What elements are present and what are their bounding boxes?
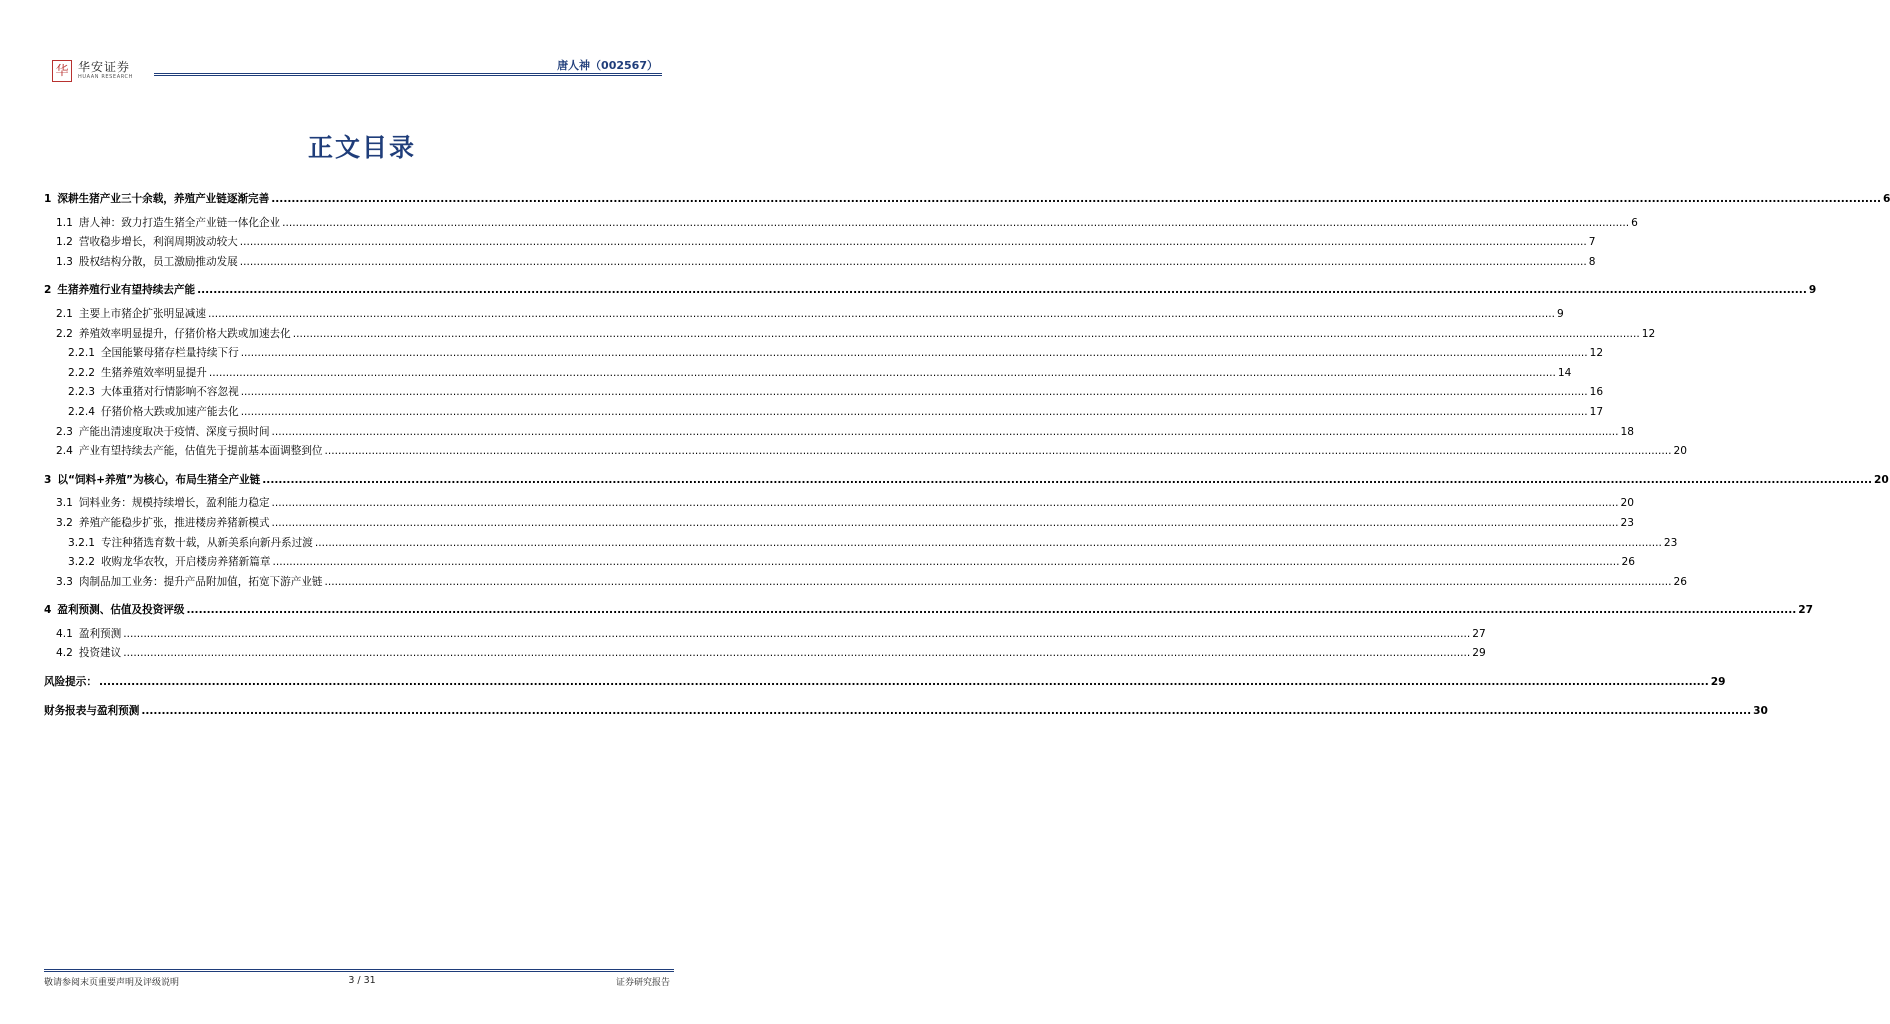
toc-dot-leader: ................................................................................................................................................................................................................................................................................................................................................................................................................	[324, 445, 1672, 458]
toc-entry-number: 3	[44, 473, 52, 486]
toc-entry-number: 1.2	[56, 236, 73, 249]
toc-entry-title: 盈利预测、估值及投资评级	[57, 604, 185, 617]
toc-entry-page: 26	[1673, 575, 1687, 588]
toc-entry[interactable]	[44, 495, 1635, 515]
toc-entry-page: 6	[1631, 216, 1638, 229]
toc-entry-number: 2.3	[56, 425, 73, 438]
toc-entry-page: 26	[1621, 556, 1635, 569]
toc-entry[interactable]	[44, 234, 1596, 254]
toc-entry-number: 2.1	[56, 307, 73, 320]
toc-entry-title: 唐人神：致力打造生猪全产业链一体化企业	[78, 216, 281, 229]
toc-entry-number: 4.1	[56, 627, 73, 640]
toc-dot-leader: ................................................................................................................................................................................................................................................................................................................................................................................................................	[272, 556, 1620, 569]
toc-entry[interactable]	[44, 404, 1604, 424]
toc-entry-page: 16	[1589, 386, 1604, 399]
toc-entry-page: 20	[1673, 445, 1687, 458]
toc-entry-page: 17	[1589, 405, 1604, 418]
toc-entry-page: 9	[1808, 284, 1817, 297]
toc-entry-page: 30	[1753, 704, 1768, 717]
toc-entry-title: 大体重猪对行情影响不容忽视	[100, 386, 239, 399]
header-divider-secondary	[154, 75, 662, 76]
toc-dot-leader: ................................................................................................................................................................................................................................................................................................................................................................................................................	[324, 575, 1672, 588]
footer-divider-secondary	[44, 971, 674, 972]
toc-entry-title: 产业有望持续去产能，估值先于提前基本面调整到位	[78, 445, 323, 458]
toc-entry-page: 29	[1710, 676, 1726, 689]
toc-entry-page: 20	[1874, 473, 1889, 486]
toc-dot-leader: ................................................................................................................................................................................................................................................................................................................................................................................................................	[271, 516, 1619, 529]
toc-dot-leader: ................................................................................................................................................................................................................................................................................................................................................................................................................	[207, 307, 1555, 320]
toc-entry-title: 专注种猪选育数十载，从新美系向新丹系过渡	[100, 536, 313, 549]
toc-dot-leader: ................................................................................................................................................................................................................................................................................................................................................................................................................	[271, 193, 1882, 205]
toc-entry-number: 2.2.2	[68, 366, 95, 379]
toc-entry[interactable]	[44, 574, 1687, 594]
toc-dot-leader: ................................................................................................................................................................................................................................................................................................................................................................................................................	[314, 536, 1662, 549]
table-of-contents	[44, 191, 1890, 722]
toc-entry-title: 财务报表与盈利预测	[44, 704, 140, 717]
toc-entry-title: 投资建议	[78, 647, 122, 660]
toc-entry-title: 养殖效率明显提升，仔猪价格大跌或加速去化	[78, 327, 291, 340]
toc-entry[interactable]	[44, 443, 1687, 463]
toc-entry[interactable]	[44, 703, 1768, 723]
toc-entry-title: 仔猪价格大跌或加速产能去化	[100, 405, 239, 418]
toc-entry[interactable]	[44, 535, 1678, 555]
toc-entry[interactable]	[44, 515, 1635, 535]
toc-entry-number: 1.1	[56, 216, 73, 229]
toc-entry-title: 生猪养殖效率明显提升	[100, 366, 207, 379]
toc-entry-page: 29	[1472, 647, 1486, 660]
toc-dot-leader: ................................................................................................................................................................................................................................................................................................................................................................................................................	[141, 704, 1752, 717]
toc-dot-leader: ................................................................................................................................................................................................................................................................................................................................................................................................................	[262, 473, 1873, 486]
toc-entry[interactable]	[44, 306, 1564, 326]
toc-entry[interactable]	[44, 602, 1814, 622]
toc-entry-page: 8	[1588, 255, 1596, 268]
toc-entry-page: 12	[1641, 327, 1656, 340]
toc-entry-number: 3.1	[56, 497, 73, 510]
toc-entry-number: 3.2.2	[68, 556, 95, 569]
toc-entry-number: 2	[44, 284, 52, 297]
toc-dot-leader: ................................................................................................................................................................................................................................................................................................................................................................................................................	[240, 386, 1588, 399]
toc-entry[interactable]	[44, 326, 1656, 346]
toc-entry-page: 14	[1557, 366, 1572, 379]
toc-entry-number: 1	[44, 193, 52, 205]
toc-entry-title: 收购龙华农牧，开启楼房养猪新篇章	[100, 556, 271, 569]
toc-entry-page: 23	[1663, 536, 1678, 549]
page-title: 正文目录	[307, 133, 416, 162]
toc-dot-leader: ................................................................................................................................................................................................................................................................................................................................................................................................................	[240, 347, 1588, 360]
toc-entry-title: 肉制品加工业务：提升产品附加值，拓宽下游产业链	[78, 575, 323, 588]
toc-dot-leader: ................................................................................................................................................................................................................................................................................................................................................................................................................	[282, 216, 1630, 229]
toc-entry-title: 股权结构分散，员工激励推动发展	[78, 255, 238, 268]
toc-dot-leader: ................................................................................................................................................................................................................................................................................................................................................................................................................	[123, 627, 1471, 640]
logo-seal-icon: 华	[52, 60, 72, 82]
toc-entry-title: 以“饲料+养殖”为核心，布局生猪全产业链	[57, 473, 261, 486]
toc-entry-title: 深耕生猪产业三十余载，养殖产业链逐渐完善	[57, 193, 270, 205]
toc-entry-number: 3.3	[56, 575, 73, 588]
footer-divider	[44, 969, 674, 970]
toc-entry[interactable]	[44, 472, 1889, 492]
toc-entry[interactable]	[44, 424, 1635, 444]
toc-entry-page: 23	[1620, 516, 1635, 529]
toc-dot-leader: ................................................................................................................................................................................................................................................................................................................................................................................................................	[239, 236, 1587, 249]
toc-entry-title: 盈利预测	[78, 627, 122, 640]
toc-entry-number: 3.2.1	[68, 536, 95, 549]
brand-logo	[52, 60, 133, 82]
toc-dot-leader: ................................................................................................................................................................................................................................................................................................................................................................................................................	[197, 284, 1807, 297]
toc-entry[interactable]	[44, 626, 1486, 646]
toc-entry-title: 饲料业务：规模持续增长，盈利能力稳定	[78, 497, 270, 510]
toc-entry-page: 27	[1798, 604, 1814, 617]
footer-disclaimer: 敬请参阅末页重要声明及评级说明	[44, 978, 180, 988]
toc-dot-leader: ................................................................................................................................................................................................................................................................................................................................................................................................................	[271, 497, 1619, 510]
toc-dot-leader: ................................................................................................................................................................................................................................................................................................................................................................................................................	[292, 327, 1640, 340]
toc-entry[interactable]	[44, 384, 1604, 404]
toc-entry-number: 2.2.3	[68, 386, 95, 399]
toc-dot-leader: ................................................................................................................................................................................................................................................................................................................................................................................................................	[208, 366, 1556, 379]
header-divider	[154, 73, 662, 74]
toc-entry-number: 2.2.4	[68, 405, 95, 418]
toc-dot-leader: ................................................................................................................................................................................................................................................................................................................................................................................................................	[239, 255, 1587, 268]
toc-entry-page: 20	[1620, 497, 1635, 510]
toc-dot-leader: ................................................................................................................................................................................................................................................................................................................................................................................................................	[123, 647, 1471, 660]
toc-entry[interactable]	[44, 191, 1890, 211]
toc-entry-number: 2.2.1	[68, 347, 95, 360]
toc-dot-leader: ................................................................................................................................................................................................................................................................................................................................................................................................................	[240, 405, 1588, 418]
toc-entry[interactable]	[44, 674, 1726, 694]
toc-entry[interactable]	[44, 554, 1635, 574]
toc-entry[interactable]	[44, 254, 1596, 274]
toc-entry-number: 3.2	[56, 516, 73, 529]
toc-entry-page: 7	[1588, 236, 1596, 249]
toc-entry-title: 养殖产能稳步扩张，推进楼房养猪新模式	[78, 516, 270, 529]
toc-entry[interactable]	[44, 215, 1638, 235]
toc-entry-page: 6	[1883, 193, 1890, 205]
toc-entry-title: 风险提示：	[44, 676, 97, 689]
toc-entry-title: 产能出清速度取决于疫情、深度亏损时间	[78, 425, 270, 438]
toc-entry-number: 1.3	[56, 255, 73, 268]
toc-entry-title: 全国能繁母猪存栏量持续下行	[100, 347, 239, 360]
toc-dot-leader: ................................................................................................................................................................................................................................................................................................................................................................................................................	[271, 425, 1619, 438]
toc-entry-number: 2.2	[56, 327, 73, 340]
toc-dot-leader: ................................................................................................................................................................................................................................................................................................................................................................................................................	[98, 676, 1709, 689]
toc-entry-page: 27	[1472, 627, 1486, 640]
toc-entry[interactable]	[44, 645, 1486, 665]
toc-dot-leader: ................................................................................................................................................................................................................................................................................................................................................................................................................	[186, 604, 1797, 617]
toc-entry[interactable]	[44, 365, 1572, 385]
toc-entry[interactable]	[44, 282, 1817, 302]
toc-entry-title: 主要上市猪企扩张明显减速	[78, 307, 206, 320]
company-ticker: 唐人神（002567）	[557, 59, 658, 72]
toc-entry-title: 营收稳步增长，利润周期波动较大	[78, 236, 238, 249]
toc-entry-number: 4	[44, 604, 52, 617]
logo-chinese-name: 华安证券	[78, 60, 131, 74]
footer-report-type: 证券研究报告	[615, 978, 670, 988]
toc-entry-number: 2.4	[56, 445, 73, 458]
page-number: 3 / 31	[348, 975, 376, 986]
toc-entry-page: 12	[1589, 347, 1604, 360]
toc-entry-number: 4.2	[56, 647, 73, 660]
toc-entry[interactable]	[44, 345, 1604, 365]
toc-entry-page: 18	[1620, 425, 1635, 438]
toc-entry-page: 9	[1556, 307, 1564, 320]
toc-entry-title: 生猪养殖行业有望持续去产能	[57, 284, 196, 297]
logo-english-name: HUAAN RESEARCH	[78, 74, 133, 80]
